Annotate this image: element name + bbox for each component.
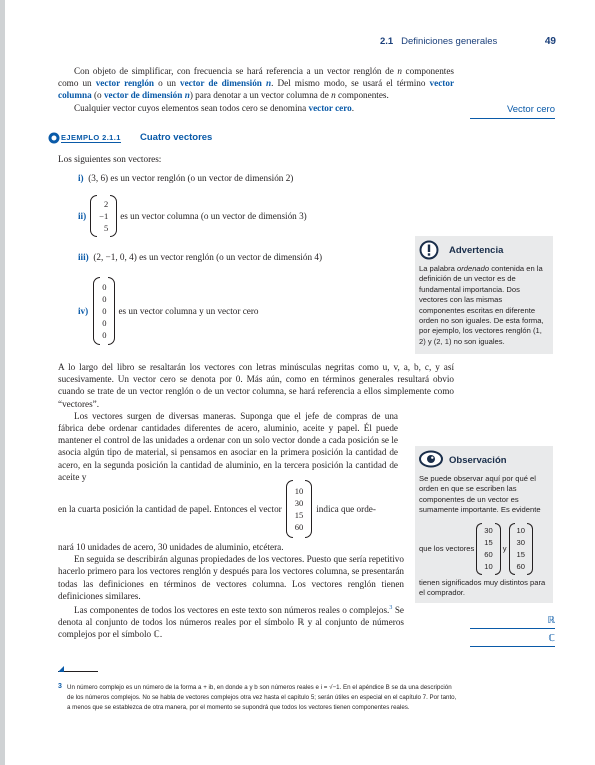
margin-rule-complex: [470, 646, 555, 647]
paragraph-real-complex: Las componentes de todos los vectores en este texto son números reales o complejos.$^3$ Se denota al conjunto de todos los números reales por el símbolo ℝ y al conjunto de números complejos por el símbolo ℂ.: [58, 605, 404, 640]
observacion-text-2: tienen significados muy distintos para el comprador.: [419, 578, 546, 598]
example-lead: Los siguientes son vectores:: [58, 154, 162, 164]
observacion-title: Observación: [449, 455, 507, 466]
section-number: 2.1: [380, 36, 394, 47]
example-item-i: i) (3, 6) es un vector renglón (o un vector de dimensión 2): [78, 173, 294, 183]
purchase-vector-line: en la cuarta posición la cantidad de papel. Entonces el vector 10 30 15 60 indica que orde-: [58, 480, 448, 538]
observacion-text-1: Se puede observar aquí por qué el orden en que se escriben las componentes de un vector es sumamente importante. Es evidente: [419, 474, 541, 515]
observacion-vector-2: 10 30 15 60: [509, 523, 533, 575]
page-number: 49: [544, 36, 556, 47]
margin-term-vector-cero: Vector cero: [506, 104, 555, 115]
margin-term-reals: ℝ: [547, 615, 555, 626]
intro-paragraph-2: Cualquier vector cuyos elementos sean todos cero se denomina vector cero.: [74, 102, 355, 113]
margin-rule-reals: [470, 628, 555, 629]
margin-term-complex: ℂ: [548, 633, 555, 644]
body-section-2: [58, 361, 454, 483]
footnote-marker-icon: [58, 666, 64, 672]
column-vector-ii: 2 −1 5: [90, 195, 117, 237]
example-heading: [48, 131, 448, 145]
running-header: [380, 36, 560, 47]
eye-icon: [419, 450, 443, 468]
advertencia-box: [415, 236, 553, 354]
paragraph-order-units: nará 10 unidades de acero, 30 unidades de aluminio, etcétera.: [58, 542, 284, 552]
term-vector-renglon: vector renglón: [95, 78, 155, 89]
section-title: Definiciones generales: [401, 36, 498, 47]
term-vector-dimension: vector de dimensión n: [179, 78, 272, 89]
warning-icon: [419, 240, 439, 260]
term-vector-cero: vector cero: [308, 102, 352, 113]
advertencia-title: Advertencia: [449, 245, 504, 256]
example-item-iii: iii) (2, −1, 0, 4) es un vector renglón (o un vector de dimensión 4): [78, 252, 322, 262]
footnote-number: 3: [58, 683, 62, 690]
margin-rule: [470, 118, 555, 119]
advertencia-text: La palabra ordenado contenida en la definición de un vector es de fundamental importancia. Dos vectores con las mismas componentes escritas en diferente orden no son iguales. De esta forma, por ejemplo, los vectores renglón (1, 2) y (2, 1) no son iguales.: [419, 264, 544, 346]
example-title: Cuatro vectores: [140, 132, 213, 143]
footnote-text: Un número complejo es un número de la forma a + ib, en donde a y b son números reales e i = √−1. En el apéndice B se da una descripción de los números complejos. No se habla de vectores complejos otra vez hasta el capítulo 5; serán útiles en especial en el capítulo 7. Por tanto, a menos que se establezca de otra manera, por el momento se supondrá que todos los vectores tienen componentes reales.: [67, 684, 457, 711]
intro-paragraph-1: Con objeto de simplificar, con frecuencia se hará referencia a un vector renglón de n componentes como un vector renglón o un vector de dimensión n. Del mismo modo, se usará el término vector columna (o vector de dimensión n) para denotar a un vector columna de n componentes.: [58, 66, 455, 101]
body-section-3: [58, 541, 404, 641]
footnote-rule: [58, 671, 98, 672]
footnote-ref[interactable]: 3: [389, 605, 393, 612]
observacion-vector-1: 30 15 60 10: [476, 523, 500, 575]
column-vector-iv: 0 0 0 0 0: [93, 277, 115, 345]
purchase-column-vector: 10 30 15 60: [286, 480, 313, 538]
left-edge-bar: [0, 0, 5, 765]
intro-block: [58, 65, 454, 114]
paragraph-vectors-notation: A lo largo del libro se resaltarán los vectores con letras minúsculas negritas como u, v, a, b, c, y así sucesivamente. Un vector cero se denota por 0. Más aún, como en términos generales resultará obvio cuando se trate de un vector renglón o de un vector columna, se hará referencia a ellos simplemente como “vectores”.: [58, 362, 454, 409]
example-item-iv: iv) 0 0 0 0 0 es un vector columna y un vector cero: [78, 277, 259, 345]
term-vector-columna: vector columna: [58, 78, 455, 101]
paragraph-purchasing-example: Los vectores surgen de diversas maneras. Suponga que el jefe de compras de una fábrica debe ordenar cantidades diferentes de acero, aluminio, aceite y papel. Él puede mantener el control de las unidades a ordenar con un solo vector donde a cada posición se le asocia algún tipo de material, si pensamos en asociar en la primera posición la cantidad de acero, en la segunda posición la cantidad de aluminio, en la tercera posición la cantidad de aceite y: [58, 410, 398, 482]
observacion-box: [415, 446, 553, 603]
paragraph-properties: En seguida se describirán algunas propiedades de los vectores. Puesto que sería repetitivo hacerlo primero para los vectores renglón y después para los vectores columna, se presentarán todas las definiciones en términos de vectores columna. Los vectores renglón tienen definiciones similares.: [58, 554, 404, 601]
example-bullet-icon: [48, 132, 60, 144]
observacion-vectors: que los vectores 30 15 60 10 y 10 30 15 60: [419, 523, 551, 575]
example-label: EJEMPLO 2.1.1: [61, 133, 121, 142]
example-item-ii: ii) 2 −1 5 es un vector columna (o un vector de dimensión 3): [78, 195, 307, 237]
